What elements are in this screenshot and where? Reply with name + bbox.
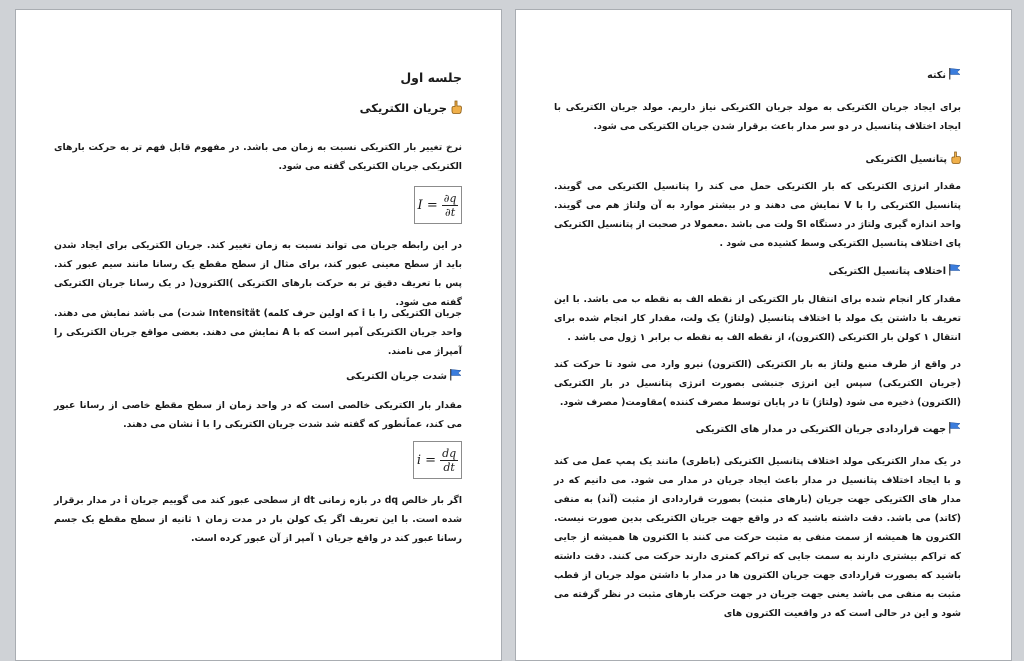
- heading-direction: [554, 421, 961, 437]
- heading-note: [554, 67, 961, 83]
- paragraph-current-explanation: در این رابطه جریان می تواند نسبت به زمان تغییر کند. جریان الکتریکی برای ایجاد شدن باید از سطح معینی عبور کند، برای مثال از سطح مقطع یک رسانا مانند سیم عبور کند. پس با تعریف دقیق تر به حرکت بارهای الکتریکی )الکترون( در یک رسانا جریان الکتریکی گفته می شود.: [54, 240, 462, 308]
- flag-icon: [948, 263, 961, 279]
- paragraph-current-definition: نرخ تغییر بار الکتریکی نسبت به زمان می باشد. در مفهوم قابل فهم تر به حرکت بارهای الکتریکی جریان الکتریکی گفته می شود.: [54, 142, 462, 172]
- heading-current-text: جریان الکتریکی: [359, 101, 447, 115]
- session-title: جلسه اول: [400, 70, 462, 85]
- pointing-hand-icon: [450, 100, 462, 117]
- paragraph-note: برای ایجاد جریان الکتریکی به مولد جریان الکتریکی نیاز داریم. مولد جریان الکتریکی با ایجاد اختلاف پتانسیل در دو سر مدار باعث برقرار شدن جریان الکتریکی می شود.: [554, 102, 961, 132]
- pointing-hand-icon: [950, 151, 961, 167]
- heading-potential-difference: [554, 263, 961, 279]
- flag-icon: [948, 421, 961, 437]
- paragraph-intensity-definition: مقدار بار الکتریکی خالصی است که در واحد زمان از سطح مقطع خاصی از رسانا عبور می کند، عماًنطور که گفته شد شدت جریان الکتریکی را با i نشان می دهند.: [54, 400, 462, 430]
- heading-intensity-text: شدت جریان الکتریکی: [346, 371, 447, 382]
- paragraph-potential-difference-definition: مقدار کار انجام شده برای انتقال بار الکتریکی از نقطه الف به نقطه ب می باشد. با این تعریف با داشتن یک مولد با اختلاف پتانسیل (ولتاژ) یک ولت، مقدار کار انجام شده برای انتقال ۱ کولن بار الکتریکی (الکترون)، از نقطه الف به نقطه ب برابر ۱ ژول می باشد .: [554, 294, 961, 343]
- flag-icon: [948, 67, 961, 83]
- heading-note-text: نکته: [927, 70, 946, 81]
- paragraph-potential: مقدار انرژی الکتریکی که بار الکتریکی حمل می کند را پتانسیل الکتریکی می گویند. پتانسیل الکتریکی را با V نمایش می دهند و در بیشتر موارد به آن ولتاژ هم می گویند. واحد اندازه گیری ولتاژ در دستگاه SI ولت می باشد .معمولا در صحبت از پتانسیل الکتریکی پای اختلاف پتانسیل الکتریکی وسط کشیده می شود .: [554, 181, 961, 249]
- paragraph-potential-difference-energy: در واقع از طرف منبع ولتاژ به بار الکتریکی (الکترون) نیرو وارد می شود تا حرکت کند (جریان الکتریکی) سپس این انرژی جنبشی بصورت انرژی پتانسیل در بار الکتریکی (الکترون) ذخیره می شود (ولتاژ) تا در پایان توسط مصرف کننده )مقاومت( مصرف شود.: [554, 359, 961, 408]
- formula-intensity: i = $\frac{dq}{dt}$: [413, 441, 462, 479]
- formula-current: I = $\frac{\partial q}{\partial t}$: [414, 186, 462, 224]
- flag-icon: [449, 368, 462, 384]
- paragraph-current-symbol: جریان الکتریکی را با i که اولین حرف کلمه) Intensität شدت) می باشد نمایش می دهند. واحد جریان الکتریکی آمپر است که با A نمایش می دهند. بعضی مواقع جریان الکتریکی را آمپراژ می نامند.: [54, 308, 462, 357]
- heading-potential-difference-text: اختلاف پتانسیل الکتریکی: [828, 266, 946, 277]
- heading-intensity: [54, 368, 462, 384]
- paragraph-intensity-example: اگر بار خالص dq در بازه زمانی dt از سطحی عبور کند می گوییم جریان i در مدار برقرار شده است. با این تعریف اگر یک کولن بار در مدت زمان ۱ ثانیه از سطح مقطع یک جسم رسانا عبور کند در واقع جریان ۱ آمپر از آن عبور کرده است.: [54, 495, 462, 544]
- left-page: [15, 9, 502, 661]
- heading-current: [54, 100, 462, 117]
- heading-potential-text: پتانسیل الکتریکی: [865, 154, 947, 165]
- heading-direction-text: جهت قراردادی جریان الکتریکی در مدار های الکتریکی: [695, 424, 946, 435]
- heading-potential: [554, 151, 961, 167]
- right-page: [515, 9, 1012, 661]
- paragraph-direction: در یک مدار الکتریکی مولد اختلاف پتانسیل الکتریکی (باطری) مانند یک پمپ عمل می کند و با ایجاد اختلاف پتانسیل در مدار باعث ایجاد جریان در مدار می شود. می دانیم که در مدار های الکتریکی جهت جریان (بارهای مثبت) بصورت قراردادی از مثبت (آند) به منفی (کاتد) می باشد. دقت داشته باشید که در واقع جهت جریان الکتریکی بدین صورت نیست. الکترون ها همیشه از سمت منفی به مثبت حرکت می کنند با الکترون ها همیشه از جایی که تراکم بیشتری دارند به سمت جایی که تراکم کمتری دارند حرکت می کنند. دقت داشته باشید که بصورت قراردادی جهت جریان الکترون ها در مدار با داشتن مولد جریان از قطب مثبت به منفی می باشد یعنی جهت جریان در جهت حرکت بارهای مثبت در نظر گرفته می شود و این در حالی است که در واقعیت الکترون های: [554, 456, 961, 619]
